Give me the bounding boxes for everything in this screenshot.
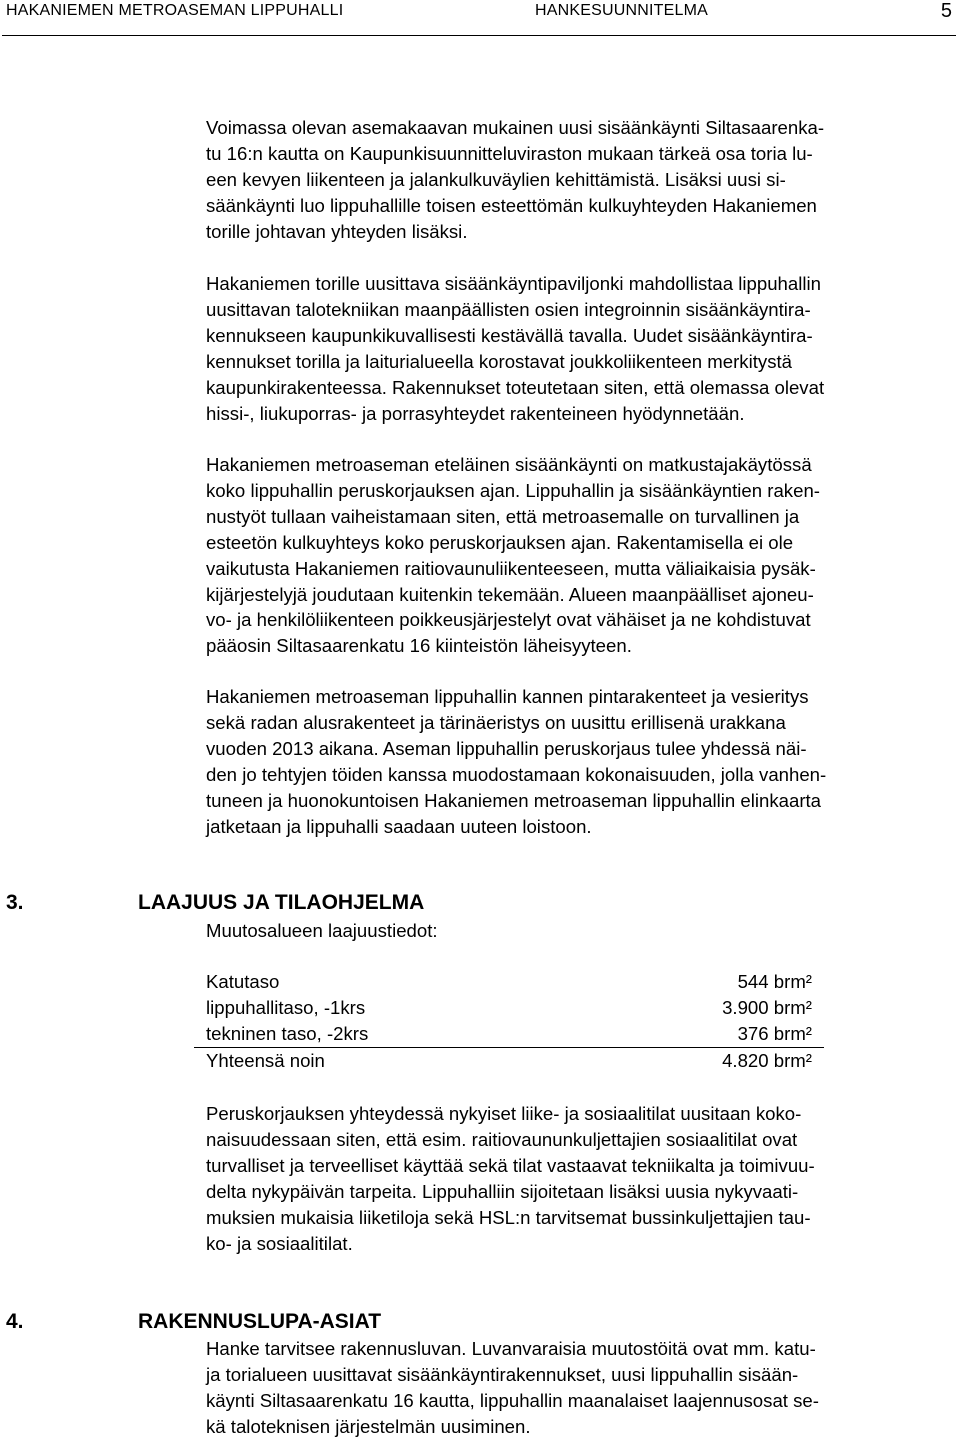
header-divider	[2, 35, 956, 36]
paragraph-building-permit	[206, 1336, 946, 1440]
text-line: Hakaniemen metroaseman eteläinen sisäänkäynti on matkustajakäytössä	[206, 454, 812, 475]
text-line: kijärjestelyjä joudutaan kuitenkin tekemään. Alueen maanpäälliset ajoneu-	[206, 583, 814, 605]
section-4-number: 4.	[6, 1310, 24, 1333]
text-line: muksien mukaisia liiketiloja sekä HSL:n tarvitsemat bussinkuljettajien tau-	[206, 1206, 811, 1228]
paragraph-text	[206, 115, 946, 245]
text-line: sekä radan alusrakenteet ja tärinäeristys on uusittu erillisenä urakkana	[206, 711, 786, 733]
area-value: 3.900 brm²	[722, 997, 812, 1018]
total-label: Yhteensä noin	[194, 1048, 592, 1075]
text-line: den jo tehtyjen töiden kanssa muodostamaan kokonaisuuden, jolla vanhen-	[206, 763, 827, 785]
text-line: Hanke tarvitsee rakennusluvan. Luvanvaraisia muutostöitä ovat mm. katu-	[206, 1338, 816, 1359]
text-line: hissi-, liukuporras- ja porrasyhteydet rakenteineen hyödynnetään.	[206, 402, 745, 424]
text-line: ko- ja sosiaalitilat.	[206, 1232, 353, 1254]
text-line: uusittavan talotekniikan maanpäällisten osien integroinnin sisäänkäyntira-	[206, 298, 811, 320]
table-row	[194, 995, 824, 1021]
area-value: 544 brm²	[737, 971, 812, 992]
text-line: kä taloteknisen järjestelmän uusiminen.	[206, 1415, 531, 1437]
area-table	[194, 969, 824, 1074]
paragraph-pavilion	[206, 271, 946, 426]
area-value: 376 brm²	[737, 1023, 812, 1044]
area-label: lippuhallitaso, -1krs	[206, 997, 366, 1018]
header-document-type: HANKESUUNNITELMA	[535, 2, 709, 19]
text-line: Voimassa olevan asemakaavan mukainen uusi sisäänkäynti Siltasaarenka-	[206, 117, 825, 138]
text-line: Peruskorjauksen yhteydessä nykyiset liike- ja sosiaalitilat uusitaan koko-	[206, 1103, 802, 1124]
text-line: säänkäynti luo lippuhallille toisen esteettömän kulkuyhteyden Hakaniemen	[206, 194, 817, 216]
text-line: esteetön kulkuyhteys koko peruskorjauksen ajan. Rakentamisella ei ole	[206, 531, 794, 553]
text-line: pääosin Siltasaarenkatu 16 kiinteistön läheisyyteen.	[206, 635, 632, 657]
page-header	[0, 0, 960, 34]
table-row	[194, 969, 824, 995]
text-line: delta nykypäivän tarpeita. Lippuhalliin sijoitetaan lisäksi uusia nykyvaati-	[206, 1180, 799, 1202]
section-3-subtitle-block	[206, 918, 946, 944]
table-row	[194, 1021, 824, 1048]
text-line: tuneen ja huonokuntoisen Hakaniemen metroaseman lippuhallin elinkaarta	[206, 789, 822, 811]
paragraph-social-facilities	[206, 1101, 946, 1256]
text-line: naisuudessaan siten, että esim. raitiovaununkuljettajien sosiaalitilat ovat	[206, 1128, 798, 1150]
paragraph-construction-phasing	[206, 452, 946, 659]
text-line: tu 16:n kautta on Kaupunkisuunnitteluviraston mukaan tärkeä osa toria lu-	[206, 142, 813, 164]
area-label: tekninen taso, -2krs	[206, 1023, 369, 1044]
paragraph-text	[206, 1101, 946, 1256]
text-line: turvalliset ja terveelliset käyttää sekä tilat vastaavat tekniikalta ja toimivuu-	[206, 1154, 815, 1176]
text-line: kennukset torilla ja laiturialueella korostavat joukkoliikenteen merkitystä	[206, 350, 792, 372]
table-total-row	[194, 1048, 824, 1075]
text-line: käynti Siltasaarenkatu 16 kautta, lippuhallin maanalaiset laajennusosat se-	[206, 1389, 819, 1411]
text-line: vo- ja henkilöliikenteen poikkeusjärjestelyt ovat vähäiset ja ne kohdistuvat	[206, 609, 811, 631]
text-line: Hakaniemen metroaseman lippuhallin kannen pintarakenteet ja vesieritys	[206, 686, 809, 707]
section-3-title: LAAJUUS JA TILAOHJELMA	[138, 891, 425, 914]
paragraph-previous-works	[206, 684, 946, 839]
text-line: vuoden 2013 aikana. Aseman lippuhallin peruskorjaus tulee yhdessä näi-	[206, 737, 807, 759]
text-line: kennukseen kaupunkikuvallisesti kestävällä tavalla. Uudet sisäänkäyntira-	[206, 324, 813, 346]
text-line: vaikutusta Hakaniemen raitiovaunuliikenteeseen, mutta väliaikaisia pysäk-	[206, 557, 816, 579]
section-3-subtitle: Muutosalueen laajuustiedot:	[206, 920, 438, 941]
text-line: torille johtavan yhteyden lisäksi.	[206, 220, 468, 242]
area-label: Katutaso	[206, 971, 280, 992]
paragraph-entrance-plan	[206, 115, 946, 245]
paragraph-text	[206, 452, 946, 659]
section-3-number: 3.	[6, 891, 24, 914]
paragraph-text	[206, 684, 946, 839]
paragraph-text	[206, 271, 946, 426]
text-line: Hakaniemen torille uusittava sisäänkäyntipaviljonki mahdollistaa lippuhallin	[206, 273, 821, 294]
paragraph-text	[206, 1336, 946, 1440]
section-4-title: RAKENNUSLUPA-ASIAT	[138, 1310, 382, 1333]
text-line: kaupunkirakenteessa. Rakennukset toteutetaan siten, että olemassa olevat	[206, 376, 825, 398]
text-line: nustyöt tullaan vaiheistamaan siten, että metroasemalle on turvallinen ja	[206, 505, 800, 527]
text-line: koko lippuhallin peruskorjauksen ajan. Lippuhallin ja sisäänkäyntien raken-	[206, 479, 820, 501]
page-number: 5	[940, 0, 952, 22]
text-line: jatketaan ja lippuhalli saadaan uuteen loistoon.	[206, 815, 592, 837]
text-line: ja torialueen uusittavat sisäänkäyntirakennukset, uusi lippuhallin sisään-	[206, 1363, 799, 1385]
total-value: 4.820 brm²	[592, 1048, 825, 1075]
header-project-title: HAKANIEMEN METROASEMAN LIPPUHALLI	[6, 2, 344, 19]
text-line: een kevyen liikenteen ja jalankulkuväylien kehittämistä. Lisäksi uusi si-	[206, 168, 786, 190]
